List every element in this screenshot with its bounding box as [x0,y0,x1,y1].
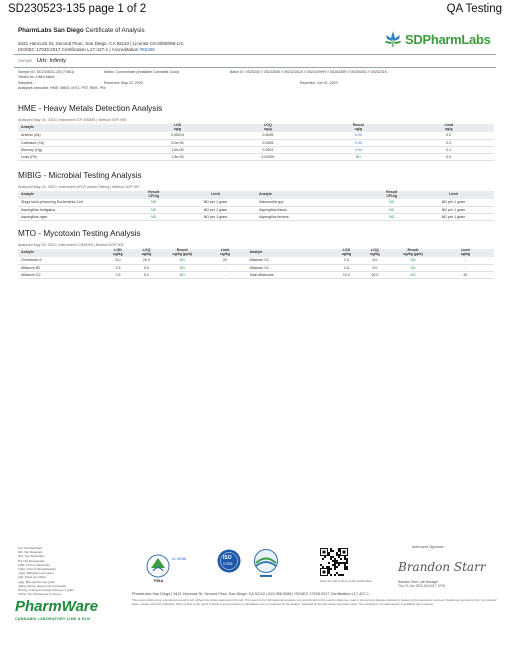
table-cell: Aflatoxin G1 [246,264,332,271]
sample-name: Urb: Infinity [36,58,67,64]
hme-title: HME - Heavy Metals Detection Analysis [18,104,163,113]
table-cell: Aflatoxin G1 [246,257,332,264]
sample-info-field: Received: May 23, 2023 [104,80,143,85]
qa-label: QA Testing [446,3,502,15]
table-row [18,213,494,220]
table-cell: 10.0 [332,271,361,278]
mibig-subtitle: Analyzed May 24, 2023 | Instrument qPCR and/or Plating | Method SOP-007 [18,185,140,189]
sample-info-field: Sampled: - [18,80,36,85]
table-cell: ND [370,206,413,213]
table-cell: ND per 1 gram [413,206,494,213]
table-cell: ND [313,153,403,160]
mto-table [18,249,494,279]
column-header: LOD ug/kg [332,249,361,257]
table-cell: 0.0005 [223,132,313,139]
table-cell: 20.0 [132,257,161,264]
abbreviation-item: CFU/g: Colony Forming Units per 1 gram [18,588,75,593]
table-cell: ND per 1 gram [175,213,256,220]
mibig-table [18,191,494,221]
table-cell: 1.8e-05 [132,153,222,160]
table-cell: - [204,264,247,271]
table-row [18,264,494,271]
column-header: Analyte [18,249,104,257]
svg-text:AC 85368: AC 85368 [172,557,187,561]
table-cell: Aflatoxin B2 [18,264,104,271]
table-cell: ND [132,206,175,213]
column-header: LOD ug/kg [104,249,133,257]
column-header: Limit ug/kg [437,249,494,257]
sample-info-field: Analyses executed: HMS, MBIG, MTO, PST, RMS, PW [18,85,106,90]
table-cell: 2.5 [104,264,133,271]
table-cell: ND per 1 gram [175,206,256,213]
abbreviation-item: N/A: Not Applicable [18,554,45,559]
table-header-row [18,191,494,199]
qr-code-icon [320,548,348,576]
table-cell: ND [161,264,204,271]
table-cell: Cadmium (Cd) [18,139,132,146]
table-cell: 0.1 [404,146,494,153]
accreditation-badge [251,547,281,581]
table-cell: ND [370,199,413,206]
table-cell: ND [132,199,175,206]
table-cell: 5.0e-05 [132,139,222,146]
abbreviation-item: LOD: Limit of Detection [18,562,50,567]
column-header: Limit [413,191,494,199]
divider [14,67,496,68]
table-cell: 0.2 [404,139,494,146]
signature-date: Thu, 01 Jun 2023 15:04:57 -0700 [398,584,446,588]
table-cell: Salmonella spp [256,199,370,206]
table-cell: 0.2 [404,132,494,139]
table-cell: 0.00 [313,132,403,139]
doc-type: Certificate of Analysis [85,27,145,34]
table-cell: ND [161,257,204,264]
globe-icon [251,547,281,581]
abbreviation-item: ppb: Parts per billion [18,575,47,580]
table-cell: 0.00 [313,139,403,146]
hme-subtitle: Analyzed May 24, 2023 | Instrument ICP-MS/MS | Method SOP-005 [18,118,127,122]
table-cell: 20 [437,271,494,278]
table-cell: ND per 1 gram [413,213,494,220]
table-row [18,271,494,278]
sample-info-field: Tested for: Lifted Made [18,75,55,80]
sample-info-field: Matrix: Concentrate (Inhalable Cannabis Good) [104,70,180,74]
table-cell: ND [389,264,437,271]
table-cell: 5.0 [104,257,133,264]
column-header: Limit ug/kg [204,249,247,257]
signature-title: Authorized Signature [412,545,444,549]
table-row [18,132,494,139]
table-cell: Ochratoxin A [18,257,104,264]
column-header: Analyte [256,191,370,199]
column-header: LOQ ug/kg [132,249,161,257]
column-header: Result ug/kg (ppb) [161,249,204,257]
abbreviation-item: NT: Not Requested [18,558,45,563]
divider [14,54,496,55]
table-cell: ND per 1 gram [413,199,494,206]
abbreviation-item: mg/g: Milligrams per gram [18,571,54,576]
table-cell: 0.5 [404,153,494,160]
mto-subtitle: Analyzed May 30, 2023 | Instrument LC/MSMS | Method SOP-004 [18,243,124,247]
abbreviation-item: ug/g: Micrograms per gram [18,579,56,584]
table-cell: ND [161,271,204,278]
pharmware-logo-text: PharmWare [15,598,99,615]
table-cell: ND per 1 gram [175,199,256,206]
sample-info-field: Batch ID: 0525230 // 05232608 // 052323GLB // 0523209HH // 0525236R // 05253262 // 0525231K [230,70,388,74]
abbreviation-item: ND: Not Detected [18,550,43,555]
lab-cert [18,47,184,53]
table-cell: 5.0 [132,271,161,278]
table-cell: Total Aflatoxins [246,271,332,278]
footer-address: PharmLabs San Diego | 3421 Hancock St, Second Floor, San Diego, CA 92110 | 619.356.0698 | ISO/IEC 17025:2017 Certification L17-427-1 [132,592,369,596]
sdpharmlabs-logo [383,29,495,51]
table-cell: ND [389,271,437,278]
table-cell: - [204,271,247,278]
sample-info-field: Reported: Jun 01, 2023 [300,80,338,85]
table-cell: Aflatoxin G2 [18,271,104,278]
abbreviation-item: ug/kg: Above upper limit of linearity [18,583,66,588]
table-cell: ND [132,213,175,220]
report-id: SD230523-135 page 1 of 2 [8,3,147,15]
pharmware-logo-tagline: CANNABIS LABORATORY LIMS & ELN [15,617,91,621]
qr-caption: Scan the QR code to verify authenticity [320,579,372,583]
fina-label: FINA [154,578,164,583]
table-cell: Lead (Pb) [18,153,132,160]
table-cell: 2.5 [104,271,133,278]
table-cell: ND [370,213,413,220]
table-cell: Aspergillus flavus [256,206,370,213]
lab-name: PharmLabs San Diego [18,27,84,34]
abbreviation-item: LOQ: Limit of Quantification [18,567,57,572]
logo-text: SDPharmLabs [405,32,491,47]
table-cell: 5.0 [361,264,390,271]
sample-heading [18,58,66,64]
mibig-title: MIBIG - Microbial Testing Analysis [18,171,142,180]
table-row [18,139,494,146]
sample-info-field: Sample ID: SD230523-135 (77861) [18,70,75,74]
signature-script: Brandon Starr [398,560,486,574]
table-cell: ND [389,257,437,264]
table-cell: 2.5 [332,257,361,264]
table-cell: 5.0 [132,264,161,271]
table-cell: 0.0001 [223,146,313,153]
column-header: Analyte [18,124,132,132]
pharmware-logo [13,598,99,626]
iso-badge [216,548,242,576]
fina-emblem-icon [142,550,200,590]
column-header: Result CFU/g [370,191,413,199]
table-header-row [18,124,494,132]
abbreviations-legend [18,546,74,596]
column-header: Analyte [246,249,332,257]
lab-title [18,27,145,34]
table-cell: 2.5 [332,264,361,271]
table-row [18,199,494,206]
table-cell: 0.0005 [223,139,313,146]
verification-qr-code[interactable] [320,548,348,576]
abbreviation-item: LR: Not Identified [18,546,42,550]
lab-address-block [18,41,184,53]
table-cell: - [437,264,494,271]
table-cell: 20 [204,257,247,264]
fina-badge [142,550,200,590]
table-cell: 0.00025 [223,153,313,160]
lab-cert-text: ISO/IEC 17025:2017 Certification L17-427-1 | Accreditation [18,47,139,52]
table-row [18,206,494,213]
table-cell: Shiga toxin-producing Escherichia Coli [18,199,132,206]
table-row [18,146,494,153]
hme-table [18,124,494,161]
table-cell: Mercury (Hg) [18,146,132,153]
column-header: LOD ug/g [132,124,222,132]
table-cell: Aspergillus terreus [256,213,370,220]
column-header: Limit ug/g [404,124,494,132]
table-row [18,153,494,160]
table-cell: 0.00013 [132,132,222,139]
signatory-name: Brandon Starr, Lab Manager [398,580,439,584]
table-cell: 20.0 [361,271,390,278]
table-cell: 0.04 [313,146,403,153]
accreditation-link[interactable]: #85368 [139,47,155,52]
column-header: Result ug/kg (ppb) [389,249,437,257]
iso-label: ISO [223,555,232,561]
table-cell: Aspergillus fumigatus [18,206,132,213]
table-cell: Arsenic (As) [18,132,132,139]
table-header-row [18,249,494,257]
table-cell: Aspergillus niger [18,213,132,220]
column-header: Result ug/g [313,124,403,132]
table-cell: - [437,257,494,264]
sample-label: Sample [18,58,33,63]
column-header: LOQ ug/g [223,124,313,132]
iso-number: 17025 [223,562,233,566]
disclaimer: This report shall not be reproduced except in full, without the written approval of the lab. This report is for informational purposes only and should not be used to diagnose, treat or prevent any disease. Results in relation to the sample as received. Results as reported on the "as received" basis, unless otherwise indicated. When a field of the report is blank, test procedures or calculations are not required for the analyte. Sampled by the lab unless otherwise noted. The uncertainty of measurement is available upon request. [132,598,498,606]
table-cell: 5.0 [361,257,390,264]
mto-title: MTO - Mycotoxin Testing Analysis [18,229,141,238]
abbreviation-item: TNTC: Too Numerous to Count [18,592,61,597]
lab-address: 3421 Hancock St, Second Floor, San Diego, CA 92110 | License C8-0000098-LIC [18,41,184,46]
column-header: LOQ ug/kg [361,249,390,257]
table-cell: 1.6e-05 [132,146,222,153]
column-header: Analyte [18,191,132,199]
table-row [18,257,494,264]
cannabis-leaf-icon [383,29,403,49]
column-header: Result CFU/g [132,191,175,199]
signatory [398,580,445,588]
column-header: Limit [175,191,256,199]
